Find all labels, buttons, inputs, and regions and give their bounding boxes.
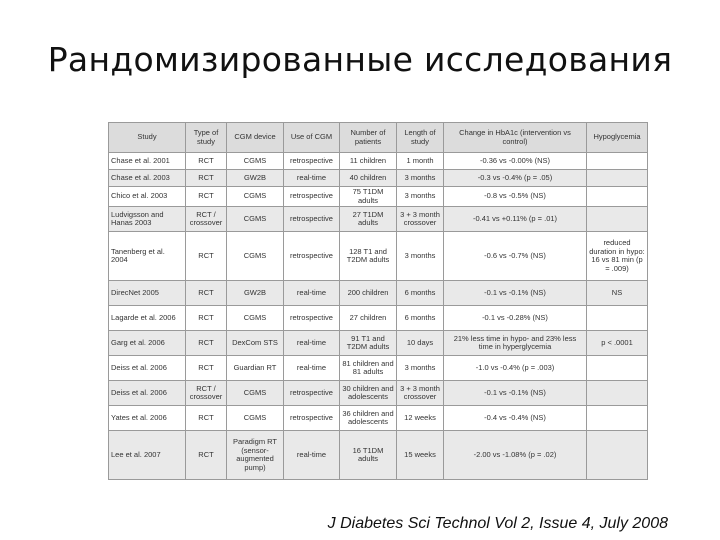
table-cell: DirecNet 2005: [109, 281, 186, 306]
table-cell: 11 children: [340, 153, 397, 170]
table-cell: 10 days: [397, 331, 444, 356]
table-cell: 15 weeks: [397, 431, 444, 480]
table-cell: Chase et al. 2003: [109, 170, 186, 187]
table-cell: Paradigm RT (sensor-augmented pump): [227, 431, 284, 480]
table-cell: RCT: [186, 187, 227, 207]
table-cell: real-time: [284, 281, 340, 306]
table-cell: 30 children and adolescents: [340, 381, 397, 406]
table-cell: retrospective: [284, 207, 340, 232]
table-cell: 6 months: [397, 281, 444, 306]
table-cell: 27 children: [340, 306, 397, 331]
table-cell: real-time: [284, 356, 340, 381]
table-cell: [587, 381, 648, 406]
table-cell: -2.00 vs -1.08% (p = .02): [444, 431, 587, 480]
table-cell: CGMS: [227, 232, 284, 281]
column-header: Use of CGM: [284, 123, 340, 153]
table-cell: -0.1 vs -0.1% (NS): [444, 381, 587, 406]
table-cell: RCT: [186, 281, 227, 306]
studies-table-container: [108, 122, 647, 480]
table-cell: CGMS: [227, 187, 284, 207]
table-cell: 128 T1 and T2DM adults: [340, 232, 397, 281]
column-header: Number of patients: [340, 123, 397, 153]
table-cell: 3 + 3 month crossover: [397, 381, 444, 406]
table-row: [109, 431, 648, 480]
table-cell: CGMS: [227, 381, 284, 406]
table-cell: 81 children and 81 adults: [340, 356, 397, 381]
table-cell: -0.4 vs -0.4% (NS): [444, 406, 587, 431]
table-cell: RCT: [186, 153, 227, 170]
table-cell: Yates et al. 2006: [109, 406, 186, 431]
column-header: Change in HbA1c (intervention vs control): [444, 123, 587, 153]
table-cell: Garg et al. 2006: [109, 331, 186, 356]
table-cell: NS: [587, 281, 648, 306]
table-cell: -0.6 vs -0.7% (NS): [444, 232, 587, 281]
table-cell: reduced duration in hypo: 16 vs 81 min (p = .009): [587, 232, 648, 281]
table-cell: Tanenberg et al. 2004: [109, 232, 186, 281]
table-row: [109, 331, 648, 356]
table-cell: real-time: [284, 170, 340, 187]
column-header: Hypoglycemia: [587, 123, 648, 153]
table-cell: [587, 170, 648, 187]
table-row: [109, 187, 648, 207]
table-cell: Deiss et al. 2006: [109, 381, 186, 406]
table-cell: -1.0 vs -0.4% (p = .003): [444, 356, 587, 381]
table-row: [109, 281, 648, 306]
table-cell: RCT: [186, 406, 227, 431]
table-cell: [587, 406, 648, 431]
table-cell: -0.1 vs -0.1% (NS): [444, 281, 587, 306]
table-cell: retrospective: [284, 306, 340, 331]
table-cell: RCT: [186, 232, 227, 281]
table-cell: retrospective: [284, 381, 340, 406]
table-cell: RCT: [186, 356, 227, 381]
table-cell: RCT: [186, 306, 227, 331]
table-cell: Chase et al. 2001: [109, 153, 186, 170]
table-cell: Guardian RT: [227, 356, 284, 381]
table-cell: Lagarde et al. 2006: [109, 306, 186, 331]
column-header: CGM device: [227, 123, 284, 153]
table-cell: 3 months: [397, 187, 444, 207]
table-cell: [587, 187, 648, 207]
table-cell: RCT: [186, 170, 227, 187]
table-cell: retrospective: [284, 232, 340, 281]
table-cell: 6 months: [397, 306, 444, 331]
table-cell: -0.8 vs -0.5% (NS): [444, 187, 587, 207]
table-cell: -0.41 vs +0.11% (p = .01): [444, 207, 587, 232]
table-cell: 3 months: [397, 170, 444, 187]
table-cell: DexCom STS: [227, 331, 284, 356]
table-cell: 3 + 3 month crossover: [397, 207, 444, 232]
table-header-row: [109, 123, 648, 153]
table-cell: 200 children: [340, 281, 397, 306]
table-cell: 27 T1DM adults: [340, 207, 397, 232]
table-cell: RCT / crossover: [186, 381, 227, 406]
table-cell: real-time: [284, 431, 340, 480]
table-cell: -0.1 vs -0.28% (NS): [444, 306, 587, 331]
table-cell: CGMS: [227, 153, 284, 170]
table-cell: 36 children and adolescents: [340, 406, 397, 431]
table-cell: [587, 356, 648, 381]
table-cell: 3 months: [397, 232, 444, 281]
table-row: [109, 356, 648, 381]
table-cell: Lee et al. 2007: [109, 431, 186, 480]
table-cell: [587, 431, 648, 480]
table-cell: 12 weeks: [397, 406, 444, 431]
table-cell: real-time: [284, 331, 340, 356]
table-cell: retrospective: [284, 153, 340, 170]
table-cell: Deiss et al. 2006: [109, 356, 186, 381]
table-cell: -0.3 vs -0.4% (p = .05): [444, 170, 587, 187]
table-cell: [587, 153, 648, 170]
table-cell: retrospective: [284, 187, 340, 207]
table-cell: CGMS: [227, 406, 284, 431]
table-cell: Ludvigsson and Hanas 2003: [109, 207, 186, 232]
table-cell: p < .0001: [587, 331, 648, 356]
table-cell: RCT / crossover: [186, 207, 227, 232]
table-cell: RCT: [186, 331, 227, 356]
table-cell: -0.36 vs -0.00% (NS): [444, 153, 587, 170]
table-cell: retrospective: [284, 406, 340, 431]
table-cell: Chico et al. 2003: [109, 187, 186, 207]
table-cell: [587, 306, 648, 331]
column-header: Length of study: [397, 123, 444, 153]
table-cell: CGMS: [227, 207, 284, 232]
table-row: [109, 207, 648, 232]
slide-title: Рандомизированные исследования: [47, 40, 673, 79]
table-cell: 16 T1DM adults: [340, 431, 397, 480]
table-row: [109, 153, 648, 170]
table-row: [109, 232, 648, 281]
table-cell: 21% less time in hypo- and 23% less time in hyperglycemia: [444, 331, 587, 356]
table-row: [109, 306, 648, 331]
table-cell: 40 children: [340, 170, 397, 187]
table-cell: RCT: [186, 431, 227, 480]
table-row: [109, 170, 648, 187]
table-cell: GW2B: [227, 281, 284, 306]
table-cell: CGMS: [227, 306, 284, 331]
table-cell: 1 month: [397, 153, 444, 170]
table-cell: GW2B: [227, 170, 284, 187]
column-header: Type of study: [186, 123, 227, 153]
table-row: [109, 406, 648, 431]
citation: J Diabetes Sci Technol Vol 2, Issue 4, July 2008: [327, 515, 668, 532]
table-cell: 3 months: [397, 356, 444, 381]
table-cell: 75 T1DM adults: [340, 187, 397, 207]
studies-table: [108, 122, 648, 480]
table-row: [109, 381, 648, 406]
column-header: Study: [109, 123, 186, 153]
table-cell: [587, 207, 648, 232]
table-cell: 91 T1 and T2DM adults: [340, 331, 397, 356]
